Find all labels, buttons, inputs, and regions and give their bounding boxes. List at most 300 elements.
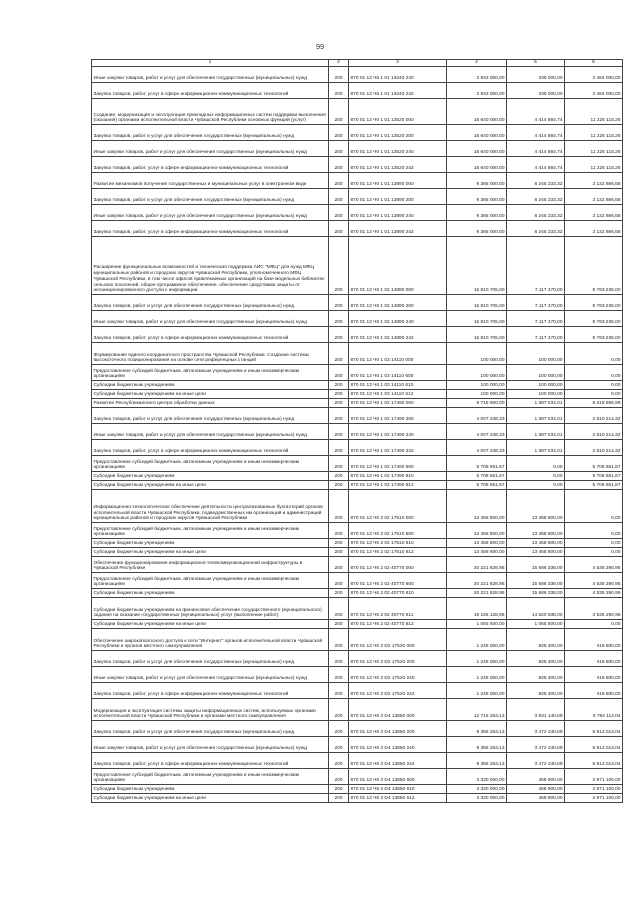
- row-value-5-cell: 458 900,00: [507, 769, 565, 785]
- row-value-6-cell: 8 784 113,04: [565, 699, 623, 721]
- row-classification-cell: 870 01 13 Ч6 1 01 13890 000: [349, 173, 447, 189]
- row-code-cell: 200: [329, 327, 349, 343]
- row-name-cell: Субсидии бюджетным учреждениям: [92, 539, 329, 548]
- row-name-cell: Иные закупки товаров, работ и услуг для обеспечения государственных (муниципальных) нужд: [92, 737, 329, 753]
- row-name-cell: Субсидии бюджетным учреждениям на иные цели: [92, 548, 329, 557]
- row-code-cell: 200: [329, 683, 349, 699]
- row-value-4-cell: 9 385 253,13: [447, 721, 507, 737]
- row-classification-cell: 870 01 13 Ч6 1 03 14110 000: [349, 343, 447, 365]
- row-value-5-cell: 4 414 884,74: [507, 125, 565, 141]
- row-value-6-cell: 4 535 290,95: [565, 573, 623, 589]
- row-name-cell: Закупка товаров, работ, услуг в сфере информационно-коммуникационных технологий: [92, 683, 329, 699]
- row-classification-cell: 870 01 13 Ч6 1 01 13890 240: [349, 205, 447, 221]
- row-value-5-cell: 13 458 800,00: [507, 548, 565, 557]
- table-row: [92, 699, 623, 721]
- row-value-4-cell: 9 385 253,13: [447, 737, 507, 753]
- row-value-6-cell: 418 600,00: [565, 667, 623, 683]
- row-classification-cell: 870 01 13 Ч6 2 02 17510 612: [349, 548, 447, 557]
- table-row: [92, 573, 623, 589]
- row-classification-cell: 870 01 13 Ч6 2 02 40770 611: [349, 598, 447, 620]
- row-value-6-cell: 4 535 290,95: [565, 598, 623, 620]
- row-classification-cell: 870 01 13 Ч6 1 01 13890 242: [349, 221, 447, 237]
- row-value-5-cell: 826 400,00: [507, 629, 565, 651]
- row-value-5-cell: 826 400,00: [507, 667, 565, 683]
- budget-table: [91, 59, 623, 803]
- table-row: [92, 557, 623, 573]
- row-value-4-cell: 5 708 651,67: [447, 472, 507, 481]
- row-name-cell: Расширение функциональных возможностей и техническая поддержка АИС "МФЦ" для нужд МФЦ муниципальных районов и городских округов Чувашской Республики, уполномоченного МФЦ Чувашской Республики, в том числе офисов привлекаемых организаций на базе модельных библиотек сельских поселений, общее программное обеспечение, обеспечение средствами защиты от несанкционированного доступа к информации: [92, 237, 329, 295]
- row-value-6-cell: 418 600,00: [565, 651, 623, 667]
- row-value-6-cell: 2 871 100,00: [565, 794, 623, 803]
- page-number: 99: [315, 42, 325, 51]
- row-code-cell: 200: [329, 456, 349, 472]
- row-classification-cell: 870 01 13 Ч6 2 D2 17520 242: [349, 683, 447, 699]
- table-row: [92, 589, 623, 598]
- header-row: [92, 60, 623, 67]
- row-value-4-cell: 1 245 000,00: [447, 651, 507, 667]
- row-classification-cell: 870 01 13 Ч6 1 03 14110 600: [349, 365, 447, 381]
- row-value-5-cell: 100 000,00: [507, 343, 565, 365]
- row-classification-cell: 870 01 13 Ч6 1 02 17490 610: [349, 472, 447, 481]
- row-value-4-cell: 100 000,00: [447, 365, 507, 381]
- row-value-6-cell: 0,00: [565, 523, 623, 539]
- row-value-6-cell: 2 871 100,00: [565, 785, 623, 794]
- row-value-5-cell: 6 245 333,32: [507, 189, 565, 205]
- row-value-5-cell: 3 472 240,09: [507, 721, 565, 737]
- table-row: [92, 343, 623, 365]
- row-value-4-cell: 1 245 000,00: [447, 629, 507, 651]
- row-code-cell: 200: [329, 365, 349, 381]
- row-name-cell: Закупка товаров, работ, услуг в сфере информационно-коммуникационных технологий: [92, 440, 329, 456]
- row-code-cell: 200: [329, 381, 349, 390]
- row-value-4-cell: 20 221 628,95: [447, 557, 507, 573]
- row-code-cell: 200: [329, 769, 349, 785]
- row-name-cell: Предоставление субсидий бюджетным, автономным учреждениям и иным некоммерческим организациям: [92, 573, 329, 589]
- row-code-cell: 200: [329, 699, 349, 721]
- row-code-cell: 200: [329, 157, 349, 173]
- row-value-6-cell: 4 535 290,95: [565, 557, 623, 573]
- table-row: [92, 67, 623, 83]
- row-value-6-cell: 3 122 666,68: [565, 173, 623, 189]
- row-classification-cell: 870 01 13 Ч6 1 02 14890 000: [349, 237, 447, 295]
- row-classification-cell: 870 01 13 Ч6 3 D4 13850 242: [349, 753, 447, 769]
- row-name-cell: Иные закупки товаров, работ и услуг для обеспечения государственных (муниципальных) нужд: [92, 667, 329, 683]
- row-classification-cell: 870 01 13 Ч6 1 02 17490 240: [349, 424, 447, 440]
- table-row: [92, 221, 623, 237]
- row-value-5-cell: 3 472 240,09: [507, 753, 565, 769]
- row-value-5-cell: 7 117 470,00: [507, 295, 565, 311]
- row-classification-cell: 870 01 13 Ч6 3 D4 13850 610: [349, 785, 447, 794]
- row-classification-cell: 870 01 13 Ч6 1 01 13890 200: [349, 189, 447, 205]
- table-row: [92, 683, 623, 699]
- row-name-cell: Закупка товаров, работ, услуг в сфере информационно-коммуникационных технологий: [92, 221, 329, 237]
- row-value-5-cell: 458 900,00: [507, 794, 565, 803]
- table-row: [92, 365, 623, 381]
- row-value-5-cell: 4 414 884,74: [507, 157, 565, 173]
- row-code-cell: 200: [329, 539, 349, 548]
- row-classification-cell: 870 01 13 Ч6 1 01 13520 240: [349, 141, 447, 157]
- row-name-cell: Закупка товаров, работ, услуг в сфере информационно-коммуникационных технологий: [92, 157, 329, 173]
- table-row: [92, 794, 623, 803]
- row-classification-cell: 870 01 13 Ч6 3 D4 13850 000: [349, 699, 447, 721]
- row-name-cell: Предоставление субсидий бюджетным, автономным учреждениям и иным некоммерческим организациям: [92, 523, 329, 539]
- row-name-cell: Субсидии бюджетным учреждениям: [92, 472, 329, 481]
- row-value-4-cell: 3 330 000,00: [447, 785, 507, 794]
- row-name-cell: Информационно-технологическое обеспечение деятельности централизованных бухгалтерий органов исполнительной власти Чувашской Республики, подведомственных им организаций и администраций муниципальных районов и городских округов Чувашской Республики: [92, 490, 329, 523]
- row-classification-cell: 870 01 13 Ч6 1 01 13240 242: [349, 83, 447, 99]
- row-classification-cell: 870 01 13 Ч6 1 02 17490 242: [349, 440, 447, 456]
- row-value-4-cell: 9 385 253,13: [447, 753, 507, 769]
- row-code-cell: 200: [329, 481, 349, 490]
- row-code-cell: 200: [329, 667, 349, 683]
- row-classification-cell: 870 01 13 Ч6 1 02 14890 240: [349, 311, 447, 327]
- table-row: [92, 125, 623, 141]
- row-value-6-cell: 2 494 000,00: [565, 83, 623, 99]
- row-value-5-cell: 4 414 884,74: [507, 141, 565, 157]
- row-value-5-cell: 7 117 470,00: [507, 311, 565, 327]
- header-cell-6: 6: [565, 60, 623, 67]
- row-name-cell: Иные закупки товаров, работ и услуг для обеспечения государственных (муниципальных) нужд: [92, 141, 329, 157]
- row-value-6-cell: 0,00: [565, 390, 623, 399]
- row-value-5-cell: 0,00: [507, 472, 565, 481]
- table-row: [92, 598, 623, 620]
- table-row: [92, 472, 623, 481]
- table-row: [92, 237, 623, 295]
- row-name-cell: Иные закупки товаров, работ и услуг для обеспечения государственных (муниципальных) нужд: [92, 311, 329, 327]
- row-classification-cell: 870 01 13 Ч6 1 01 13520 000: [349, 99, 447, 125]
- table-row: [92, 548, 623, 557]
- row-value-5-cell: 826 400,00: [507, 651, 565, 667]
- row-value-6-cell: 0,00: [565, 490, 623, 523]
- row-value-6-cell: 418 600,00: [565, 683, 623, 699]
- row-name-cell: Иные закупки товаров, работ и услуг для обеспечения государственных (муниципальных) нужд: [92, 205, 329, 221]
- table-row: [92, 769, 623, 785]
- row-value-4-cell: 2 833 000,00: [447, 67, 507, 83]
- row-name-cell: Закупка товаров, работ, услуг в сфере информационно-коммуникационных технологий: [92, 753, 329, 769]
- row-name-cell: Субсидии бюджетным учреждениям на иные цели: [92, 481, 329, 490]
- row-value-4-cell: 16 910 705,00: [447, 237, 507, 295]
- row-value-5-cell: 13 458 800,00: [507, 539, 565, 548]
- row-value-6-cell: 2 610 214,32: [565, 440, 623, 456]
- row-classification-cell: 870 01 13 Ч6 1 01 13240 240: [349, 67, 447, 83]
- row-value-4-cell: 2 833 000,00: [447, 83, 507, 99]
- row-code-cell: 200: [329, 589, 349, 598]
- row-name-cell: Обеспечение широкополосного доступа к сети "Интернет" органов исполнительной власти Чувашской Республики и органов местного самоуправления: [92, 629, 329, 651]
- row-code-cell: 200: [329, 390, 349, 399]
- row-name-cell: Иные закупки товаров, работ и услуг для обеспечения государственных (муниципальных) нужд: [92, 67, 329, 83]
- row-name-cell: Предоставление субсидий бюджетным, автономным учреждениям и иным некоммерческим организациям: [92, 456, 329, 472]
- row-value-5-cell: 0,00: [507, 481, 565, 490]
- row-name-cell: Закупка товаров, работ и услуг для обеспечения государственных (муниципальных) нужд: [92, 189, 329, 205]
- row-value-4-cell: 9 715 900,00: [447, 399, 507, 408]
- row-value-4-cell: 1 065 500,00: [447, 620, 507, 629]
- row-value-5-cell: 1 397 034,01: [507, 424, 565, 440]
- row-classification-cell: 870 01 13 Ч6 2 D2 17520 240: [349, 667, 447, 683]
- row-value-5-cell: 458 900,00: [507, 785, 565, 794]
- table-row: [92, 327, 623, 343]
- row-value-6-cell: 0,00: [565, 365, 623, 381]
- row-value-6-cell: 5 708 651,67: [565, 481, 623, 490]
- row-code-cell: 200: [329, 785, 349, 794]
- row-name-cell: Закупка товаров, работ, услуг в сфере информационно-коммуникационных технологий: [92, 83, 329, 99]
- row-value-5-cell: 14 620 838,00: [507, 598, 565, 620]
- row-name-cell: Развитие механизмов получения государственных и муниципальных услуг в электронном виде: [92, 173, 329, 189]
- table-row: [92, 381, 623, 390]
- table-row: [92, 141, 623, 157]
- row-value-6-cell: 0,00: [565, 343, 623, 365]
- row-name-cell: Формирование единого координатного пространства Чувашской Республики. Создание системы высокоточного позиционирования на основе сети референцных станций: [92, 343, 329, 365]
- table-row: [92, 390, 623, 399]
- table-row: [92, 667, 623, 683]
- row-value-4-cell: 4 007 248,33: [447, 424, 507, 440]
- row-name-cell: Модернизация и эксплуатация системы защиты информационных систем, используемых органами исполнительной власти Чувашской Республики и органами местного самоуправления: [92, 699, 329, 721]
- row-code-cell: 200: [329, 651, 349, 667]
- row-value-4-cell: 13 458 800,00: [447, 490, 507, 523]
- row-value-6-cell: 0,00: [565, 620, 623, 629]
- row-value-5-cell: 15 686 338,00: [507, 557, 565, 573]
- row-code-cell: 200: [329, 490, 349, 523]
- row-value-4-cell: 20 221 628,95: [447, 573, 507, 589]
- row-value-5-cell: 3 931 140,09: [507, 699, 565, 721]
- row-value-5-cell: 1 065 500,00: [507, 620, 565, 629]
- table-row: [92, 481, 623, 490]
- row-value-4-cell: 12 715 253,13: [447, 699, 507, 721]
- table-row: [92, 295, 623, 311]
- table-row: [92, 785, 623, 794]
- row-value-5-cell: 339 000,00: [507, 83, 565, 99]
- row-value-5-cell: 826 400,00: [507, 683, 565, 699]
- row-classification-cell: 870 01 13 Ч6 2 02 17510 610: [349, 539, 447, 548]
- row-classification-cell: 870 01 13 Ч6 1 02 14890 200: [349, 295, 447, 311]
- row-code-cell: 200: [329, 221, 349, 237]
- row-name-cell: Субсидии бюджетным учреждениям на иные цели: [92, 390, 329, 399]
- row-value-4-cell: 100 000,00: [447, 343, 507, 365]
- row-classification-cell: 870 01 13 Ч6 2 02 40770 612: [349, 620, 447, 629]
- row-code-cell: 200: [329, 548, 349, 557]
- row-name-cell: Закупка товаров, работ, услуг в сфере информационно-коммуникационных технологий: [92, 327, 329, 343]
- row-code-cell: 200: [329, 99, 349, 125]
- row-classification-cell: 870 01 13 Ч6 1 02 17490 000: [349, 399, 447, 408]
- table-row: [92, 205, 623, 221]
- row-code-cell: 200: [329, 472, 349, 481]
- row-name-cell: Закупка товаров, работ и услуг для обеспечения государственных (муниципальных) нужд: [92, 651, 329, 667]
- row-name-cell: Предоставление субсидий бюджетным, автономным учреждениям и иным некоммерческим организациям: [92, 769, 329, 785]
- table-row: [92, 424, 623, 440]
- row-value-6-cell: 8 318 865,99: [565, 399, 623, 408]
- row-code-cell: 200: [329, 343, 349, 365]
- row-classification-cell: 870 01 13 Ч6 3 D4 13850 240: [349, 737, 447, 753]
- row-code-cell: 200: [329, 189, 349, 205]
- row-value-4-cell: 100 000,00: [447, 381, 507, 390]
- row-value-4-cell: 13 458 800,00: [447, 548, 507, 557]
- row-value-4-cell: 1 245 000,00: [447, 683, 507, 699]
- row-classification-cell: 870 01 13 Ч6 1 02 17490 612: [349, 481, 447, 490]
- row-classification-cell: 870 01 13 Ч6 2 02 40770 600: [349, 573, 447, 589]
- table-row: [92, 456, 623, 472]
- table-row: [92, 157, 623, 173]
- row-classification-cell: 870 01 13 Ч6 2 D2 17520 000: [349, 629, 447, 651]
- row-value-5-cell: 7 117 470,00: [507, 327, 565, 343]
- row-classification-cell: 870 01 13 Ч6 1 02 14890 242: [349, 327, 447, 343]
- row-code-cell: 200: [329, 598, 349, 620]
- table-row: [92, 737, 623, 753]
- row-classification-cell: 870 01 13 Ч6 1 03 14110 610: [349, 381, 447, 390]
- row-value-6-cell: 5 708 651,67: [565, 472, 623, 481]
- row-value-5-cell: 15 686 338,00: [507, 589, 565, 598]
- row-code-cell: 200: [329, 629, 349, 651]
- row-value-4-cell: 9 368 000,00: [447, 189, 507, 205]
- table-row: [92, 620, 623, 629]
- row-name-cell: Предоставление субсидий бюджетным, автономным учреждениям и иным некоммерческим организациям: [92, 365, 329, 381]
- row-code-cell: 200: [329, 620, 349, 629]
- row-name-cell: Субсидии бюджетным учреждениям: [92, 589, 329, 598]
- row-value-5-cell: 13 458 800,00: [507, 523, 565, 539]
- row-value-6-cell: 0,00: [565, 539, 623, 548]
- row-value-4-cell: 19 156 128,95: [447, 598, 507, 620]
- row-value-6-cell: 3 122 666,68: [565, 221, 623, 237]
- row-code-cell: 200: [329, 83, 349, 99]
- row-value-5-cell: 13 458 800,00: [507, 490, 565, 523]
- row-value-5-cell: 6 245 333,32: [507, 221, 565, 237]
- row-classification-cell: 870 01 13 Ч6 1 03 14110 612: [349, 390, 447, 399]
- row-value-4-cell: 9 368 000,00: [447, 205, 507, 221]
- row-value-5-cell: 100 000,00: [507, 365, 565, 381]
- row-code-cell: 200: [329, 67, 349, 83]
- row-value-5-cell: 1 397 034,01: [507, 399, 565, 408]
- row-value-5-cell: 100 000,00: [507, 381, 565, 390]
- header-cell-2: 2: [329, 60, 349, 67]
- row-code-cell: 200: [329, 311, 349, 327]
- table-header: [92, 60, 623, 67]
- row-classification-cell: 870 01 13 Ч6 1 02 17490 600: [349, 456, 447, 472]
- row-value-4-cell: 16 910 705,00: [447, 295, 507, 311]
- row-value-6-cell: 11 225 115,26: [565, 157, 623, 173]
- row-name-cell: Закупка товаров, работ и услуг для обеспечения государственных (муниципальных) нужд: [92, 721, 329, 737]
- row-name-cell: Закупка товаров, работ и услуг для обеспечения государственных (муниципальных) нужд: [92, 295, 329, 311]
- row-value-4-cell: 5 708 651,67: [447, 456, 507, 472]
- row-value-6-cell: 2 610 214,32: [565, 424, 623, 440]
- row-value-4-cell: 3 330 000,00: [447, 769, 507, 785]
- row-value-5-cell: 1 397 034,01: [507, 408, 565, 424]
- row-value-6-cell: 11 225 115,26: [565, 125, 623, 141]
- table-row: [92, 440, 623, 456]
- row-value-5-cell: 6 245 333,32: [507, 205, 565, 221]
- table-row: [92, 189, 623, 205]
- row-value-4-cell: 15 640 000,00: [447, 99, 507, 125]
- row-classification-cell: 870 01 13 Ч6 2 02 17510 600: [349, 523, 447, 539]
- row-code-cell: 200: [329, 141, 349, 157]
- row-classification-cell: 870 01 13 Ч6 3 D4 13850 612: [349, 794, 447, 803]
- row-classification-cell: 870 01 13 Ч6 1 02 17490 200: [349, 408, 447, 424]
- table-row: [92, 408, 623, 424]
- row-value-6-cell: 4 535 290,95: [565, 589, 623, 598]
- table-row: [92, 311, 623, 327]
- row-value-4-cell: 13 458 800,00: [447, 539, 507, 548]
- table-row: [92, 539, 623, 548]
- row-classification-cell: 870 01 13 Ч6 3 D4 13850 200: [349, 721, 447, 737]
- row-value-5-cell: 6 245 333,32: [507, 173, 565, 189]
- row-code-cell: 200: [329, 721, 349, 737]
- table-row: [92, 651, 623, 667]
- header-cell-3: 3: [349, 60, 447, 67]
- row-code-cell: 200: [329, 205, 349, 221]
- table-row: [92, 83, 623, 99]
- table-body: [92, 67, 623, 803]
- row-value-6-cell: 11 225 115,26: [565, 99, 623, 125]
- row-classification-cell: 870 01 13 Ч6 3 D4 13850 600: [349, 769, 447, 785]
- row-classification-cell: 870 01 13 Ч6 2 02 40770 610: [349, 589, 447, 598]
- row-value-5-cell: 339 000,00: [507, 67, 565, 83]
- row-value-4-cell: 15 640 000,00: [447, 125, 507, 141]
- row-name-cell: Закупка товаров, работ и услуг для обеспечения государственных (муниципальных) нужд: [92, 408, 329, 424]
- row-value-4-cell: 16 910 705,00: [447, 311, 507, 327]
- row-value-6-cell: 5 708 651,67: [565, 456, 623, 472]
- row-value-5-cell: 3 472 240,09: [507, 737, 565, 753]
- row-value-4-cell: 4 007 248,33: [447, 440, 507, 456]
- row-value-6-cell: 418 600,00: [565, 629, 623, 651]
- row-value-5-cell: 1 397 034,01: [507, 440, 565, 456]
- row-classification-cell: 870 01 13 Ч6 2 02 17510 000: [349, 490, 447, 523]
- row-value-6-cell: 9 793 235,00: [565, 237, 623, 295]
- row-code-cell: 200: [329, 753, 349, 769]
- row-value-4-cell: 13 458 800,00: [447, 523, 507, 539]
- row-value-4-cell: 1 245 000,00: [447, 667, 507, 683]
- row-value-6-cell: 2 610 214,32: [565, 408, 623, 424]
- row-code-cell: 200: [329, 573, 349, 589]
- row-value-4-cell: 9 368 000,00: [447, 173, 507, 189]
- row-value-5-cell: 7 117 470,00: [507, 237, 565, 295]
- row-value-6-cell: 5 913 013,04: [565, 753, 623, 769]
- row-value-4-cell: 100 000,00: [447, 390, 507, 399]
- row-name-cell: Иные закупки товаров, работ и услуг для обеспечения государственных (муниципальных) нужд: [92, 424, 329, 440]
- row-name-cell: Субсидии бюджетным учреждениям на иные цели: [92, 620, 329, 629]
- table-row: [92, 99, 623, 125]
- row-value-6-cell: 3 122 666,68: [565, 189, 623, 205]
- table-row: [92, 490, 623, 523]
- row-code-cell: 200: [329, 408, 349, 424]
- row-value-4-cell: 9 368 000,00: [447, 221, 507, 237]
- row-value-6-cell: 2 494 000,00: [565, 67, 623, 83]
- row-code-cell: 200: [329, 440, 349, 456]
- row-value-6-cell: 5 913 013,04: [565, 721, 623, 737]
- table-row: [92, 173, 623, 189]
- row-value-4-cell: 15 640 000,00: [447, 141, 507, 157]
- row-classification-cell: 870 01 13 Ч6 2 02 40770 000: [349, 557, 447, 573]
- row-code-cell: 200: [329, 295, 349, 311]
- row-value-6-cell: 9 793 235,00: [565, 311, 623, 327]
- row-code-cell: 200: [329, 237, 349, 295]
- row-name-cell: Субсидии бюджетным учреждениям на финансовое обеспечение государственного (муниципального) задания на оказание государственных (муниципальных) услуг (выполнение работ): [92, 598, 329, 620]
- row-value-4-cell: 5 708 651,67: [447, 481, 507, 490]
- row-code-cell: 200: [329, 557, 349, 573]
- row-code-cell: 200: [329, 173, 349, 189]
- row-value-6-cell: 3 122 666,68: [565, 205, 623, 221]
- row-value-5-cell: 100 000,00: [507, 390, 565, 399]
- row-value-4-cell: 3 330 000,00: [447, 794, 507, 803]
- row-name-cell: Субсидии бюджетным учреждениям: [92, 785, 329, 794]
- row-code-cell: 200: [329, 399, 349, 408]
- table-row: [92, 721, 623, 737]
- row-value-6-cell: 5 913 013,04: [565, 737, 623, 753]
- table-row: [92, 753, 623, 769]
- row-code-cell: 200: [329, 737, 349, 753]
- row-classification-cell: 870 01 13 Ч6 1 01 13520 200: [349, 125, 447, 141]
- table-row: [92, 629, 623, 651]
- row-name-cell: Субсидии бюджетным учреждениям: [92, 381, 329, 390]
- row-value-6-cell: 9 793 235,00: [565, 295, 623, 311]
- row-name-cell: Создание, модернизация и эксплуатация прикладных информационных систем поддержки выполнения (оказания) органами исполнительной власти Чувашской Республики основных функций (услуг): [92, 99, 329, 125]
- row-code-cell: 200: [329, 794, 349, 803]
